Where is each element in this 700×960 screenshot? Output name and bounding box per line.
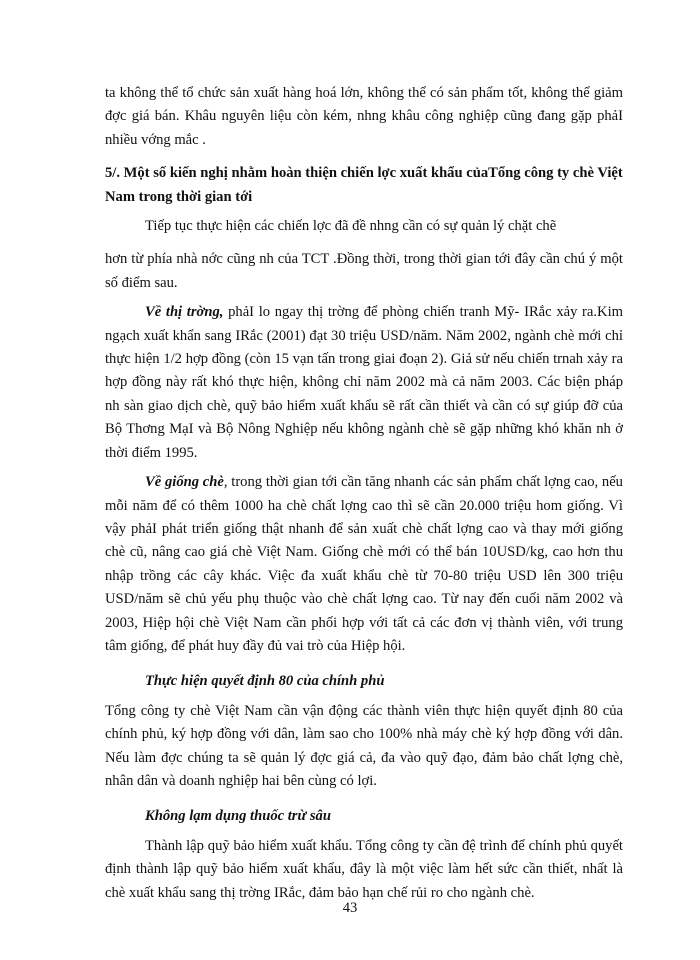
section-heading: 5/. Một số kiến nghị nhằm hoàn thiện chiến lợc xuất khẩu củaTổng công ty chè Việt Nam trong thời gian tới [105,165,623,205]
page-number: 43 [342,900,358,916]
paragraph-market [105,301,623,465]
document-page [105,82,623,905]
paragraph-decision-80: Tổng công ty chè Việt Nam cần vận động các thành viên thực hiện quyết định 80 của chính phủ, ký hợp đồng với dân, làm sao cho 100% nhà máy chè ký hợp đồng với dân. Nếu làm đợc chúng ta sẽ quản lý đợc giá cả, đa vào quỹ đạo, đảm bảo chất lợng chè, nhân dân và doanh nghiệp hai bên cùng có lợi. [105,702,623,789]
paragraph-tea-variety [105,471,623,658]
market-lead: Về thị trờng, [145,304,224,321]
paragraph-continuation: ta không thể tổ chức sản xuất hàng hoá lớn, không thể có sản phẩm tốt, không thể giảm đợc giá bán. Khâu nguyên liệu còn kém, nhng khâu công nghiệp cũng đang gặp phảI nhiều vớng mắc . [105,85,623,148]
tea-variety-lead: Về giống chè [145,474,224,491]
market-body: phảI lo ngay thị trờng để phòng chiến tranh Mỹ- IRắc xảy ra.Kim ngạch xuất khẩn sang IRắc (2001) đạt 30 triệu USD/năm. Năm 2002, ngành chè mới chỉ thực hiện 1/2 hợp đồng (còn 15 vạn tấn trong giai đoạn 2). Giả sử nếu chiến trnah xảy ra hợp đồng này rất khó thực hiện, không chỉ năm 2002 mà cả năm 2003. Các biện pháp nh sàn giao dịch chè, quỹ bảo hiểm xuất khẩu sẽ rất cần thiết và cần có sự giúp đỡ của Bộ Thơng MạI và Bộ Nông Nghiệp nếu không ngành chè sẽ gặp những khó khăn nh ở thời điểm 1995. [105,304,623,461]
subheading-decision-80: Thực hiện quyết định 80 của chính phủ [145,673,385,690]
subheading-pesticide: Không lạm dụng thuốc trừ sâu [145,808,331,825]
paragraph-intro: Tiếp tục thực hiện các chiến lợc đã đề nhng cần có sự quản lý chặt chẽ [145,218,557,235]
tea-variety-body: , trong thời gian tới cần tăng nhanh các sản phẩm chất lợng cao, nếu mỗi năm để có thêm 1000 ha chè chất lợng cao thì sẽ cần 20.000 triệu hom giống. Vì vậy phảI phát triển giống thật nhanh để sản xuất chè chất lợng cao và thay mới giống chè cũ, nâng cao giá chè Việt Nam. Giống chè mới có thể bán 10USD/kg, cao hơn thu nhập trồng các cây khác. Việc đa xuất khẩu chè từ 70-80 triệu USD lên 300 triệu USD/năm sẽ chủ yếu phụ thuộc vào chè chất lợng cao. Từ nay đến cuối năm 2002 và 2003, Hiệp hội chè Việt Nam cần phối hợp với tất cả các đơn vị thành viên, với trung tâm giống, để phát huy đầy đủ vai trò của Hiệp hội. [105,474,623,654]
paragraph-intro-continued: hơn từ phía nhà nớc cũng nh của TCT .Đồng thời, trong thời gian tới đây cần chú ý một số điểm sau. [105,251,623,291]
paragraph-insurance-fund: Thành lập quỹ bảo hiểm xuất khẩu. Tổng công ty cần đệ trình để chính phủ quyết định thành lập quỹ bảo hiểm xuất khẩu, đây là một việc làm hết sức cần thiết, nhất là chè xuất khẩu sang thị trờng IRắc, đảm bảo hạn chế rủi ro cho ngành chè. [105,837,623,901]
